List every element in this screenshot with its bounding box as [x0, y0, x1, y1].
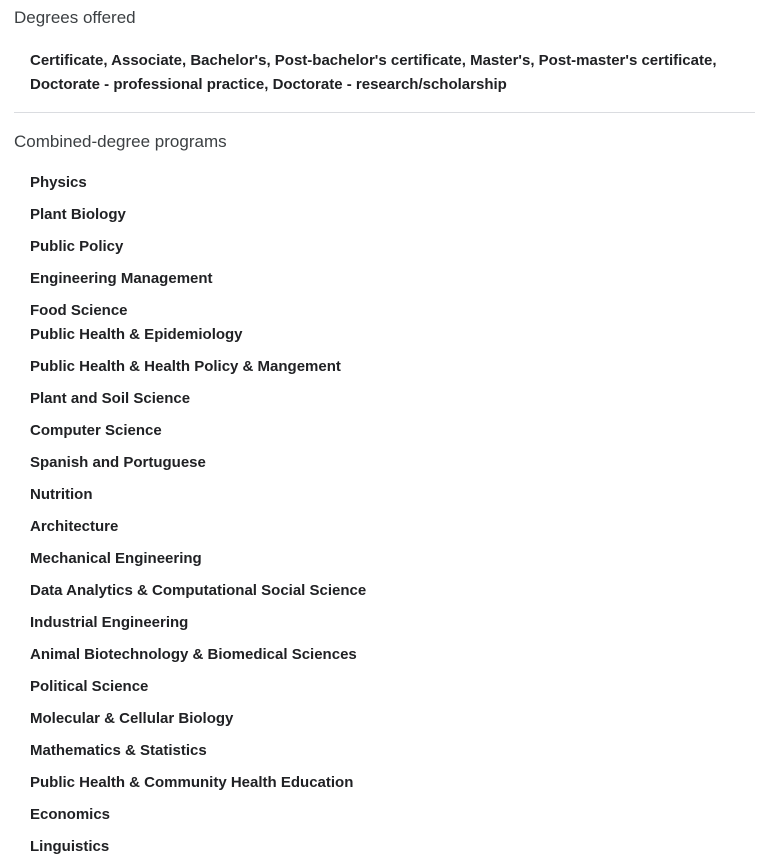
program-item: Molecular & Cellular Biology	[30, 710, 234, 727]
degrees-offered-heading: Degrees offered	[14, 8, 136, 27]
program-item: Food Science	[30, 302, 128, 319]
program-item: Computer Science	[30, 422, 162, 439]
program-item: Linguistics	[30, 838, 110, 855]
program-item: Public Policy	[30, 238, 124, 255]
program-item: Public Health & Community Health Education	[30, 774, 354, 791]
program-item: Nutrition	[30, 486, 93, 503]
section-divider	[14, 112, 755, 113]
program-item: Architecture	[30, 518, 119, 535]
degrees-offered-list: Certificate, Associate, Bachelor's, Post-bachelor's certificate, Master's, Post-master's certificate, Doctorate - professional practice, Doctorate - research/scholarship	[30, 52, 717, 93]
program-item: Animal Biotechnology & Biomedical Sciences	[30, 646, 357, 663]
program-item: Mathematics & Statistics	[30, 742, 207, 759]
program-item: Mechanical Engineering	[30, 550, 202, 567]
program-item: Plant Biology	[30, 206, 126, 223]
program-item: Spanish and Portuguese	[30, 454, 206, 471]
program-item: Data Analytics & Computational Social Science	[30, 582, 367, 599]
program-item: Political Science	[30, 678, 149, 695]
program-item: Economics	[30, 806, 111, 823]
program-item: Plant and Soil Science	[30, 390, 191, 407]
program-item: Engineering Management	[30, 270, 213, 287]
combined-degree-programs-heading: Combined-degree programs	[14, 132, 227, 151]
program-item: Industrial Engineering	[30, 614, 189, 631]
program-item: Public Health & Epidemiology	[30, 326, 243, 343]
program-item: Physics	[30, 174, 87, 191]
program-item: Public Health & Health Policy & Mangement	[30, 358, 341, 375]
